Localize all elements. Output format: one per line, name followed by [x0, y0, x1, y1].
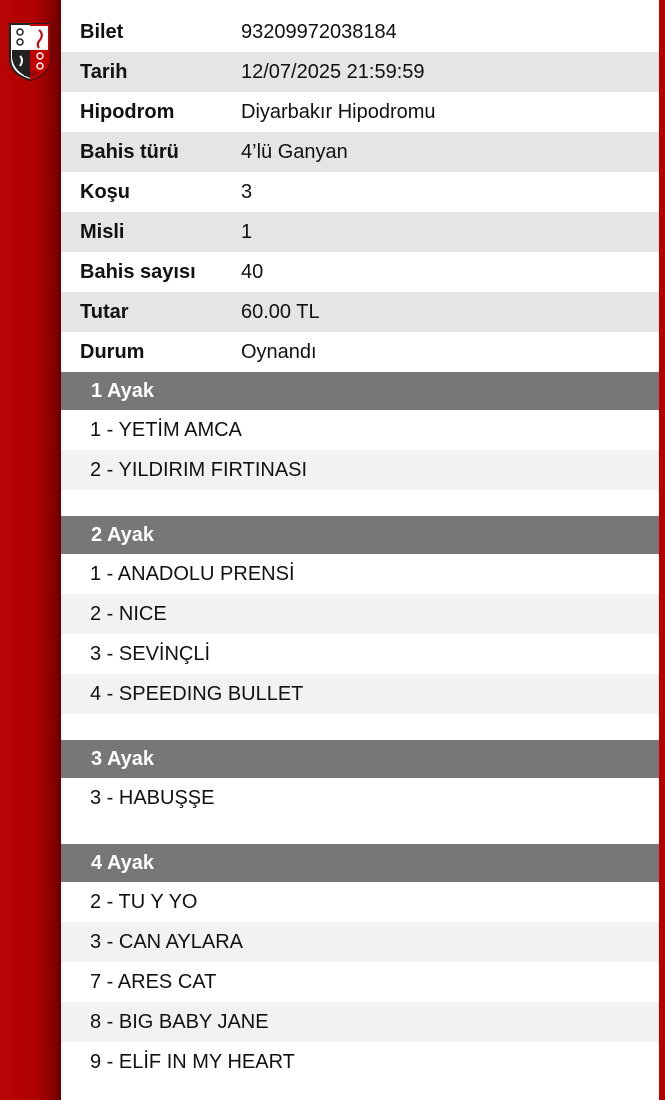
leg-section	[61, 516, 659, 714]
horse-row: 1 - YETİM AMCA	[90, 419, 242, 441]
horse-row: 2 - YILDIRIM FIRTINASI	[61, 450, 659, 490]
horse-row: 2 - NICE	[61, 594, 659, 634]
horse-row: 3 - CAN AYLARA	[61, 922, 659, 962]
right-edge-bar	[659, 0, 665, 1100]
sidebar	[0, 0, 61, 1100]
horse-row: 3 - HABUŞŞE	[90, 787, 215, 809]
info-label: Durum	[80, 340, 145, 363]
horse-row: 2 - TU Y YO	[90, 891, 198, 913]
ticket-details	[61, 12, 659, 1082]
info-row-bahis-sayisi	[61, 252, 659, 292]
info-label: Hipodrom	[80, 100, 175, 123]
info-value: Diyarbakır Hipodromu	[241, 100, 436, 123]
leg-section	[61, 740, 659, 818]
info-label: Misli	[80, 220, 125, 243]
info-label: Tutar	[80, 300, 129, 323]
info-row-bahis-turu	[61, 132, 659, 172]
club-logo	[6, 20, 54, 82]
info-row-bilet	[61, 12, 659, 52]
leg-header: 4 Ayak	[61, 844, 659, 882]
horse-row: 3 - SEVİNÇLİ	[90, 643, 211, 665]
info-row-durum	[61, 332, 659, 372]
leg-section	[61, 372, 659, 490]
info-value: 1	[241, 220, 253, 243]
info-value: 3	[241, 180, 253, 203]
info-row-kosu	[61, 172, 659, 212]
spacer	[61, 818, 659, 844]
info-value: 12/07/2025 21:59:59	[241, 60, 425, 83]
spacer	[61, 490, 659, 516]
horse-row: 7 - ARES CAT	[90, 971, 217, 993]
info-value: 60.00 TL	[241, 300, 320, 323]
leg-header: 3 Ayak	[61, 740, 659, 778]
info-value: 40	[241, 260, 264, 283]
info-row-tarih	[61, 52, 659, 92]
leg-section	[61, 844, 659, 1082]
info-row-hipodrom	[61, 92, 659, 132]
info-label: Bahis türü	[80, 140, 179, 163]
leg-header: 1 Ayak	[61, 372, 659, 410]
info-label: Bahis sayısı	[80, 260, 196, 283]
ticket-info-table	[61, 12, 659, 372]
info-row-tutar	[61, 292, 659, 332]
spacer	[61, 714, 659, 740]
info-label: Bilet	[80, 20, 124, 43]
leg-header: 2 Ayak	[61, 516, 659, 554]
horse-row: 1 - ANADOLU PRENSİ	[90, 563, 295, 585]
horse-row: 9 - ELİF IN MY HEART	[90, 1051, 295, 1073]
svg-text:1950: 1950	[23, 72, 37, 78]
info-value: Oynandı	[241, 340, 317, 363]
horse-row: 4 - SPEEDING BULLET	[61, 674, 659, 714]
horse-row: 8 - BIG BABY JANE	[61, 1002, 659, 1042]
info-label: Koşu	[80, 180, 130, 203]
info-label: Tarih	[80, 60, 128, 83]
info-value: 93209972038184	[241, 20, 397, 43]
info-value: 4’lü Ganyan	[241, 140, 348, 163]
info-row-misli	[61, 212, 659, 252]
